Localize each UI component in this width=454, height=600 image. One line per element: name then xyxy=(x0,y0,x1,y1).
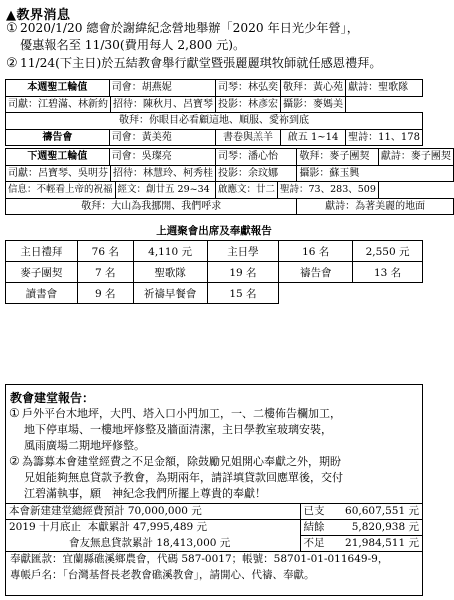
table-row xyxy=(6,165,454,182)
item-number: ① xyxy=(9,406,20,420)
table-cell: 4,110 元 xyxy=(133,241,207,262)
finance-label: 本會新建建堂總經費預計 xyxy=(9,505,125,517)
news-text: 11/24(下主日)於五結教會舉行獻堂暨張麗麗琪牧師就任感恩禮拜。 xyxy=(20,56,382,70)
finance-value: 60,607,551 元 xyxy=(338,504,422,520)
table-cell: 信息：不輕看上帝的祝福 xyxy=(6,182,115,198)
table-cell: 2,550 元 xyxy=(353,241,423,262)
item-number: ② xyxy=(9,454,20,468)
attendance-table xyxy=(5,240,423,304)
building-title: 教會建堂報告： xyxy=(10,391,95,405)
item-text: 為籌募本會建堂經費之不足金額，除鼓勵兄姐開心奉獻之外，期盼 xyxy=(22,455,341,468)
building-item-2 xyxy=(9,453,419,502)
table-row xyxy=(6,96,423,113)
table-cell: 獻詩：為著美麗的地面 xyxy=(297,198,453,215)
table-cell: 司獻：呂寶琴、吳明芬 xyxy=(6,166,111,182)
table-cell: 投影：林彥宏 xyxy=(216,96,281,113)
table-cell: 啟五 1~14 xyxy=(281,129,346,146)
table-cell: 麥子團契 xyxy=(6,262,78,283)
table-cell: 招待：林慧玲、柯秀桂 xyxy=(113,167,213,179)
table-cell: 16 名 xyxy=(279,241,353,262)
table-row xyxy=(6,520,422,536)
news-number: ② xyxy=(6,56,18,71)
empty-cell xyxy=(279,283,423,304)
table-row xyxy=(6,198,454,215)
finance-value: 5,820,938 元 xyxy=(338,520,422,536)
table-row xyxy=(6,536,422,552)
finance-label: 2019 十月底止 xyxy=(9,521,82,534)
table-cell: 15 名 xyxy=(207,283,279,304)
duty-table-this-week xyxy=(5,79,423,146)
table-cell: 敬拜：麥子團契 xyxy=(297,149,378,166)
item-text: 江碧滿執事，願 神紀念我們所擺上尊貴的奉獻！ xyxy=(24,487,266,500)
table-cell: 祈禱早餐會 xyxy=(133,283,207,304)
table-row xyxy=(6,504,422,520)
table-cell: 76 名 xyxy=(77,241,133,262)
bank-info xyxy=(10,551,420,583)
table-cell: 主日禮拜 xyxy=(6,241,78,262)
news-item-1 xyxy=(6,20,424,53)
table-row xyxy=(6,113,423,130)
table-row xyxy=(6,80,423,97)
finance-sub: 會友無息貸款累計 xyxy=(69,536,153,549)
attendance-caption: 上週聚會出席及奉獻報告 xyxy=(156,225,272,237)
table-cell: 13 名 xyxy=(353,262,423,283)
building-item-1 xyxy=(9,405,419,454)
table-cell: 招待：陳秋月、呂寶琴 xyxy=(113,98,213,110)
table-cell: 啟應文：廿二 xyxy=(216,182,278,198)
table-cell: 攝影：蘇玉興 xyxy=(297,165,453,182)
section-title: ▲教界消息 xyxy=(6,8,71,23)
table-cell: 攝影：麥媽美 xyxy=(281,96,346,113)
table-cell: 禱告會 xyxy=(279,262,353,283)
table-row xyxy=(6,149,454,166)
table-cell: 敬拜：大山為我挪開、我們呼求 xyxy=(6,198,297,215)
finance-value: 47,995,489 元 xyxy=(133,521,208,534)
table-cell: 9 名 xyxy=(77,283,133,304)
news-item-2 xyxy=(6,55,424,72)
table-row xyxy=(6,241,423,262)
item-text: 風雨廣場二期地坪修整。 xyxy=(24,439,145,452)
table-cell: 司會：黃美苑 xyxy=(109,129,215,146)
table-cell: 敬拜：黃心苑 xyxy=(281,80,346,97)
finance-value: 21,984,511 元 xyxy=(338,536,422,552)
item-text: 戶外平台木地坪，大門、塔入口小門加工，一、二樓佈告欄加工， xyxy=(22,407,341,420)
table-cell: 司琴：潘心怡 xyxy=(216,149,297,166)
table-cell: 7 名 xyxy=(77,262,133,283)
table-row xyxy=(6,262,423,283)
table-row xyxy=(6,129,423,146)
building-report xyxy=(5,384,423,596)
table-cell: 司獻：江碧滿、林新約 xyxy=(6,97,111,113)
table-cell: 敬拜：你眼目必看顧這地、順服、愛祢到底 xyxy=(6,113,423,130)
duty-table-next-week xyxy=(5,148,454,215)
table-row xyxy=(6,283,423,304)
table-cell: 讀書會 xyxy=(6,283,78,304)
finance-label: 不足 xyxy=(300,536,338,552)
finance-sub: 本獻累計 xyxy=(87,521,130,534)
finance-label: 結餘 xyxy=(300,520,338,536)
item-text: 兄姐能夠無息貸款予教會，為期兩年，請詳填貸款回應單後，交付 xyxy=(24,471,343,484)
bank-line: 專帳戶名：「台灣基督長老教會礁溪教會」，請開心、代禱、奉獻。 xyxy=(10,569,315,581)
table-cell: 投影：余玟娜 xyxy=(216,165,297,182)
table-cell: 主日學 xyxy=(207,241,279,262)
finance-table xyxy=(6,503,422,552)
table-cell: 聖詩：11、178 xyxy=(346,129,423,146)
table-cell: 司琴：林弘奕 xyxy=(216,80,281,97)
news-number: ① xyxy=(6,21,18,36)
table-cell: 書卷與羔羊 xyxy=(216,129,281,146)
table-cell: 獻詩：麥子團契 xyxy=(378,149,453,166)
finance-value: 18,413,000 元 xyxy=(156,536,231,549)
table-cell: 獻詩：聖歌隊 xyxy=(346,80,423,97)
table-cell: 19 名 xyxy=(207,262,279,283)
table-cell: 聖詩：73、283、509 xyxy=(280,184,376,196)
news-text: 優惠報名至 11/30(費用每人 2,800 元)。 xyxy=(20,38,246,52)
finance-label: 已支 xyxy=(300,504,338,520)
table-row xyxy=(6,182,454,199)
table-cell: 聖歌隊 xyxy=(133,262,207,283)
finance-value: 70,000,000 元 xyxy=(127,505,202,517)
news-text: 2020/1/20 總會於謝緯紀念營地舉辦「2020 年日光少年營」， xyxy=(20,21,359,35)
item-text: 地下停車場、一樓地坪修整及牆面清潔，主日學教室玻璃安裝， xyxy=(24,423,332,436)
table-cell: 本週聖工輪值 xyxy=(6,80,110,97)
table-cell: 禱告會 xyxy=(6,129,110,146)
table-cell: 司會：吳璨亮 xyxy=(109,149,215,166)
bank-line: 奉獻匯款：宜蘭縣礁溪鄉農會，代碼 587-0017；帳號：58701-01-011649-9， xyxy=(10,553,389,565)
table-cell: 經文：創廿五 29~34 xyxy=(117,184,210,196)
table-cell: 司會：胡燕妮 xyxy=(109,80,215,97)
table-cell: 下週聖工輪值 xyxy=(6,149,110,166)
